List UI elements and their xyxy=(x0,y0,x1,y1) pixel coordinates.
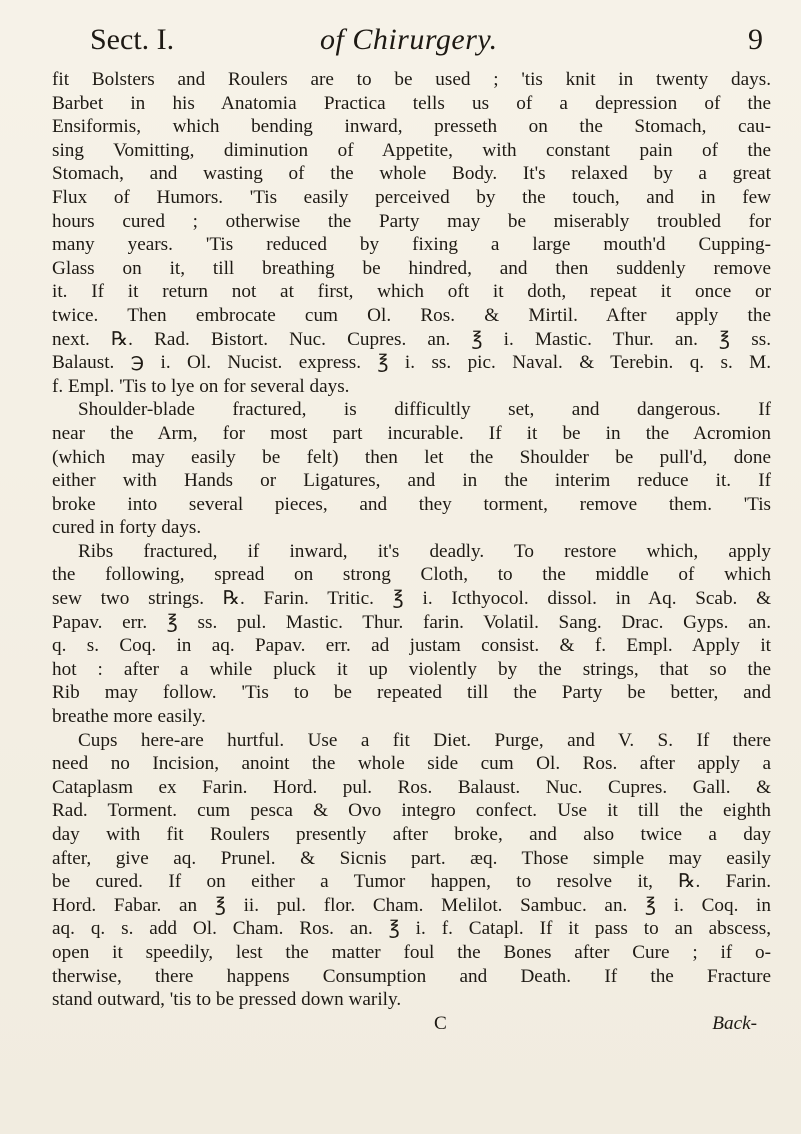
paragraph-start: Ribs fractured, if inward, it's deadly. To restore which, apply xyxy=(78,540,771,562)
text-line: the following, spread on strong Cloth, to the middle of which xyxy=(52,564,771,586)
running-title: of Chirurgery. xyxy=(320,23,498,56)
running-header xyxy=(52,14,771,66)
section-heading: Sect. I. xyxy=(90,23,175,56)
text-line: Barbet in his Anatomia Practica tells us of a depression of the xyxy=(52,92,771,114)
text-line: open it speedily, lest the matter foul the Bones after Cure ; if o- xyxy=(52,941,771,963)
text-line: Glass on it, till breathing be hindred, and then suddenly remove xyxy=(52,257,771,279)
text-line: stand outward, 'tis to be pressed down warily. xyxy=(52,989,402,1011)
page-footer xyxy=(52,1012,771,1036)
text-line: (which may easily be felt) then let the Shoulder be pull'd, done xyxy=(52,446,771,468)
text-line: Flux of Humors. 'Tis easily perceived by the touch, and in few xyxy=(52,186,771,208)
catchword: Back- xyxy=(712,1012,757,1034)
text-line: f. Empl. 'Tis to lye on for several days. xyxy=(52,375,350,397)
paragraph-start: Shoulder-blade fractured, is difficultly set, and dangerous. If xyxy=(78,399,771,421)
text-line: sew two strings. ℞. Farin. Tritic. ℥ i. Icthyocol. dissol. in Aq. Scab. & xyxy=(52,588,771,610)
text-line: it. If it return not at first, which oft it doth, repeat it once or xyxy=(52,281,771,303)
text-line: Balaust. ℈ i. Ol. Nucist. express. ℥ i. ss. pic. Naval. & Terebin. q. s. M. xyxy=(52,352,771,374)
text-line: q. s. Coq. in aq. Papav. err. ad justam consist. & f. Empl. Apply it xyxy=(52,635,771,657)
text-line: breathe more easily. xyxy=(52,706,206,728)
text-line: day with fit Roulers presently after broke, and also twice a day xyxy=(52,824,771,845)
text-line: Stomach, and wasting of the whole Body. It's relaxed by a great xyxy=(52,163,771,185)
text-line: Hord. Fabar. an ℥ ii. pul. flor. Cham. Melilot. Sambuc. an. ℥ i. Coq. in xyxy=(52,894,771,916)
paragraph-start: Cups here-are hurtful. Use a fit Diet. Purge, and V. S. If there xyxy=(78,729,771,751)
text-line: sing Vomitting, diminution of Appetite, with constant pain of the xyxy=(52,139,771,161)
text-line: broke into several pieces, and they torment, remove them. 'Tis xyxy=(52,493,771,515)
text-line: Rib may follow. 'Tis to be repeated till the Party be better, and xyxy=(52,682,771,704)
text-line: Rad. Torment. cum pesca & Ovo integro confect. Use it till the eighth xyxy=(52,800,771,822)
text-line: either with Hands or Ligatures, and in the interim reduce it. If xyxy=(52,470,771,492)
text-line: Papav. err. ℥ ss. pul. Mastic. Thur. farin. Volatil. Sang. Drac. Gyps. an. xyxy=(52,611,771,633)
text-line: Cataplasm ex Farin. Hord. pul. Ros. Balaust. Nuc. Cupres. Gall. & xyxy=(52,776,771,798)
text-line: aq. q. s. add Ol. Cham. Ros. an. ℥ i. f. Catapl. If it pass to an abscess, xyxy=(52,918,771,940)
text-line: need no Incision, anoint the whole side cum Ol. Ros. after apply a xyxy=(52,753,771,775)
text-line: hours cured ; otherwise the Party may be miserably troubled for xyxy=(52,210,771,232)
text-line: cured in forty days. xyxy=(52,517,202,539)
text-line: therwise, there happens Consumption and Death. If the Fracture xyxy=(52,965,771,987)
text-line: many years. 'Tis reduced by fixing a large mouth'd Cupping- xyxy=(52,234,771,256)
signature-mark: C xyxy=(434,1012,447,1034)
page-number: 9 xyxy=(748,23,763,56)
text-line: after, give aq. Prunel. & Sicnis part. æq. Those simple may easily xyxy=(52,847,771,869)
text-line: be cured. If on either a Tumor happen, to resolve it, ℞. Farin. xyxy=(52,871,771,893)
body-text xyxy=(52,68,771,1012)
text-line: fit Bolsters and Roulers are to be used ; 'tis knit in twenty days. xyxy=(52,69,771,90)
text-line: near the Arm, for most part incurable. If it be in the Acromion xyxy=(52,422,771,444)
text-line: twice. Then embrocate cum Ol. Ros. & Mirtil. After apply the xyxy=(52,304,771,326)
text-line: Ensiformis, which bending inward, presseth on the Stomach, cau- xyxy=(52,116,771,138)
text-line: hot : after a while pluck it up violently by the strings, that so the xyxy=(52,658,771,680)
text-line: next. ℞. Rad. Bistort. Nuc. Cupres. an. ℥ i. Mastic. Thur. an. ℥ ss. xyxy=(52,328,771,350)
